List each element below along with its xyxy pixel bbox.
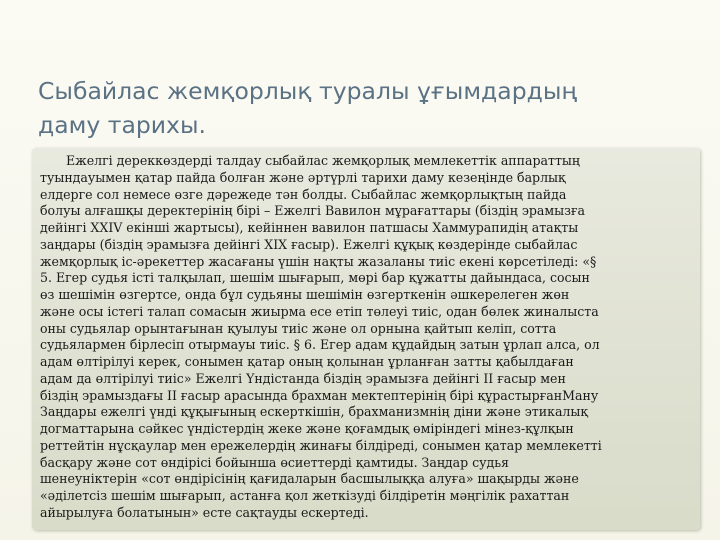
body-line: судьялармен бірлесіп отырмауы тиіс. § 6. Егер адам құдайдың затын ұрлап алса, ол [40, 337, 600, 353]
body-line: адам өлтірілуі керек, сонымен қатар оның қолынан ұрланған затты қабылдаған [40, 354, 574, 369]
body-line: 5. Егер судья істі талқылап, шешім шығарып, мөрі бар құжатты дайындаса, сосын [40, 270, 590, 286]
body-line: Заңдары ежелгі үнді құқығының ескерткішін, брахманизмнің діни және этикалық [40, 404, 588, 420]
body-line: біздің эрамыздағы II ғасыр арасында брахман мектептерінің бірі құрастырғанМану [40, 387, 599, 403]
body-line: адам да өлтірілуі тиіс» Ежелгі Үндістанда біздің эрамызға дейінгі II ғасыр мен [40, 370, 566, 386]
slide-title-line: даму тарихы. [38, 110, 206, 139]
body-line: заңдары (біздің эрамызға дейінгі XIX ғасыр). Ежелгі құқық көздерінде сыбайлас [40, 236, 578, 252]
body-line: басқару және сот өндірісі бойынша өсиеттерді қамтиды. Заңдар судья [40, 454, 509, 470]
body-line: дейінгі XXIV екінші жартысы), кейіннен вавилон патшасы Хаммурапидің атақты [40, 220, 579, 235]
body-line: «әділетсіз шешім шығарып, астанға қол жеткізуді білдіретін мәңгілік рахаттан [40, 488, 570, 503]
body-line: догматтарына сәйкес үндістердің жеке және қоғамдық өміріндегі мінез-құлқын [40, 421, 574, 436]
body-line: және осы істегі талап сомасын жиырма есе етіп төлеуі тиіс, одан бөлек жиналыста [40, 303, 599, 319]
body-line: шенеуніктерін «сот өндірісінің қағидаларын басшылыққа алуға» шақырды және [40, 471, 579, 487]
body-line: жемқорлық іс-әрекеттер жасағаны үшін нақты жазаланы тиіс екені көрсетіледі: «§ [40, 253, 597, 269]
body-line: болуы алғашқы деректерінің бірі – Ежелгі Вавилон мұрағаттары (біздің эрамызға [40, 203, 586, 219]
body-line: Ежелгі дереккөздерді талдау сыбайлас жемқорлық мемлекеттік аппараттың [66, 153, 580, 168]
body-line: елдерге сол немесе өзге дәрежеде тән болды. Сыбайлас жемқорлықтың пайда [40, 186, 567, 202]
body-line: реттейтін нұсқаулар мен ережелердің жинағы білдіреді, сонымен қатар мемлекетті [40, 437, 602, 453]
body-line: оны судьялар орынтағынан қуылуы тиіс және ол орнына қайтып келіп, сотта [40, 320, 557, 336]
body-line: өз шешімін өзгертсе, онда бұл судьяны шешімін өзгерткенін әшкерелеген жөн [40, 287, 570, 302]
slide-title [38, 74, 678, 142]
slide-title-line: Сыбайлас жемқорлық туралы ұғымдардың [38, 76, 577, 105]
body-line: айырылуға болатынын» есте сақтауды ескертеді. [40, 504, 369, 520]
body-line: туындауымен қатар пайда болған және әртүрлі тарихи даму кезеңінде барлық [40, 169, 566, 185]
body-paragraph [40, 153, 704, 522]
